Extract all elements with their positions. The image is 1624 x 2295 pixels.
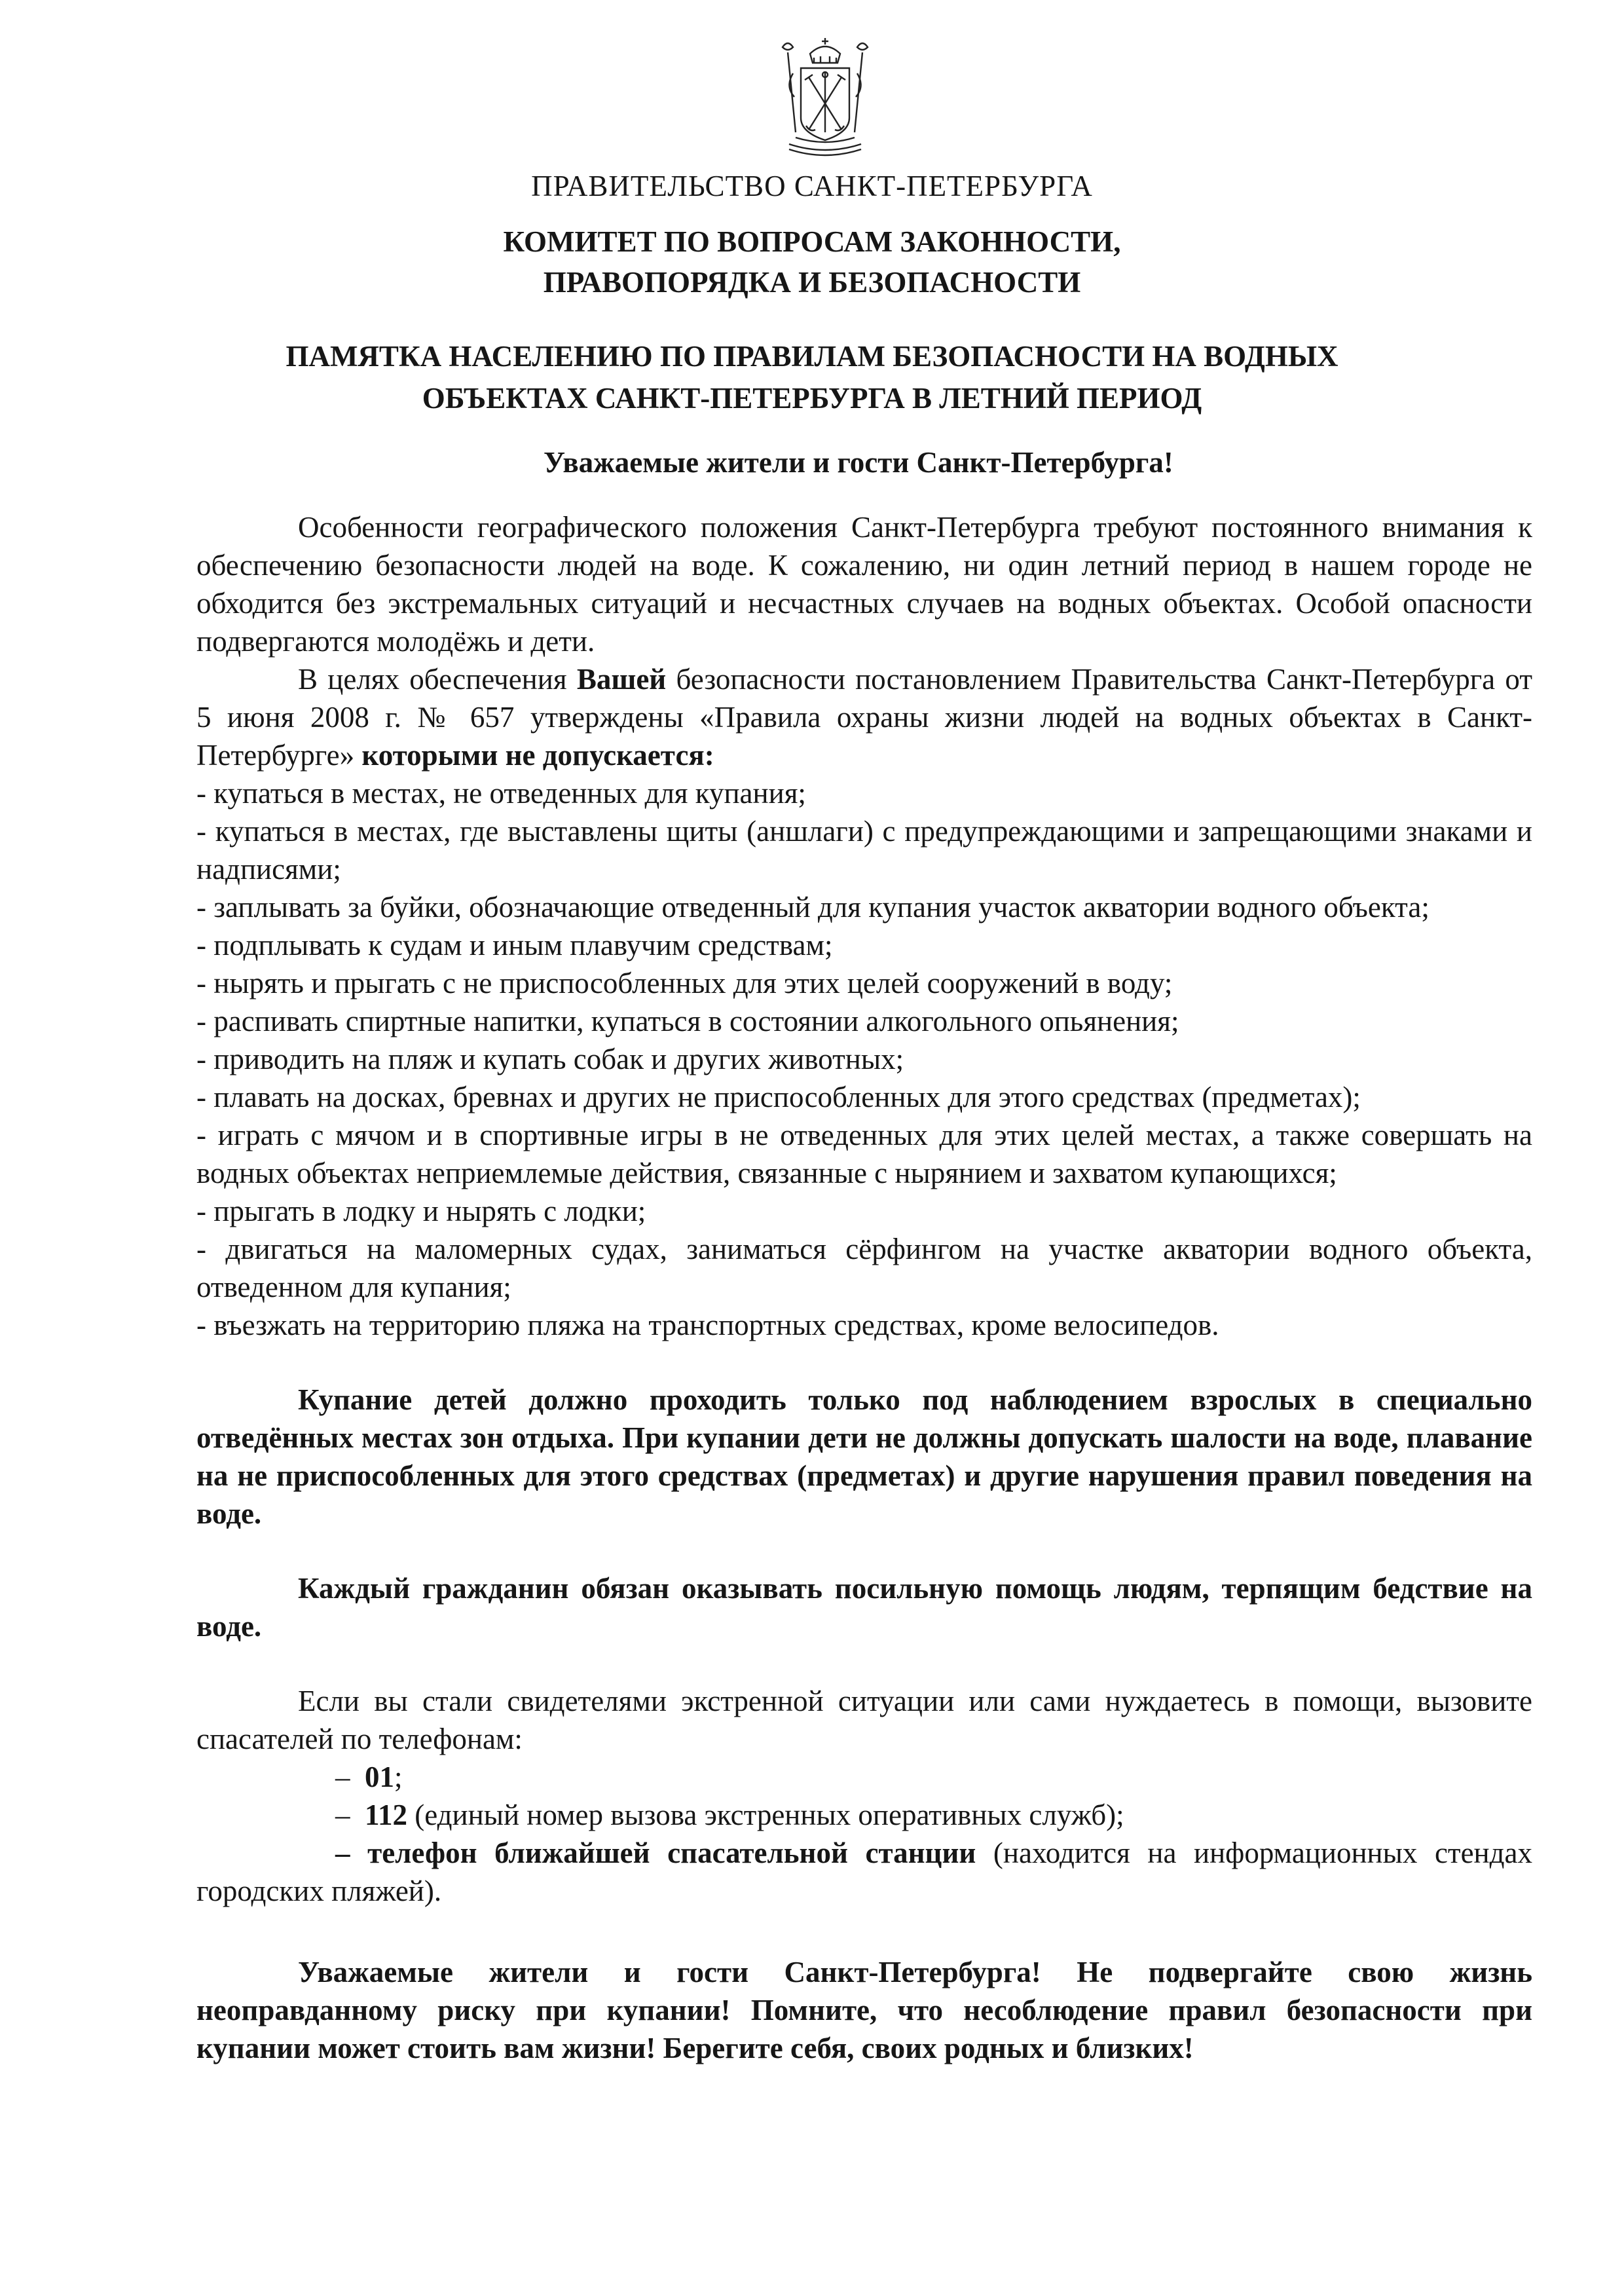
st-petersburg-coat-of-arms-icon	[769, 34, 881, 162]
phone-number-112: 112	[365, 1799, 408, 1831]
rule-item: - играть с мячом и в спортивные игры в не отведенных для этих целей местах, а также совершать на водных объектах неприемлемые действия, связанные с нырянием и захватом купающихся;	[196, 1119, 1532, 1189]
phone-tail: ;	[394, 1761, 403, 1793]
phone-item-01	[196, 1758, 1532, 1796]
rule-item: - нырять и прыгать с не приспособленных для этих целей сооружений в воду;	[196, 967, 1173, 999]
phone-dash: –	[335, 1837, 350, 1869]
committee-line-2: ПРАВОПОРЯДКА И БЕЗОПАСНОСТИ	[543, 266, 1081, 299]
phone-dash: –	[335, 1799, 350, 1831]
rule-item: - распивать спиртные напитки, купаться в состоянии алкогольного опьянения;	[196, 1005, 1179, 1037]
decree-text-1: В целях обеспечения	[298, 663, 577, 696]
rule-item: - двигаться на маломерных судах, заниматься сёрфингом на участке акватории водного объекта, отведенном для купания;	[196, 1233, 1532, 1303]
decree-paragraph	[196, 660, 1532, 774]
duty-notice: Каждый гражданин обязан оказывать посильную помощь людям, терпящим бедствие на воде.	[196, 1572, 1532, 1643]
decree-prohibited-lead: которыми не допускается:	[361, 739, 714, 772]
phone-dash: –	[335, 1761, 350, 1793]
rule-item: - подплывать к судам и иным плавучим средствам;	[196, 929, 833, 961]
rule-item: - плавать на досках, бревнах и других не приспособленных для этого средствах (предметах);	[196, 1081, 1361, 1113]
phone-number-01: 01	[365, 1761, 394, 1793]
rule-item: - заплывать за буйки, обозначающие отведенный для купания участок акватории водного объекта;	[196, 891, 1430, 924]
rule-item: - прыгать в лодку и нырять с лодки;	[196, 1195, 646, 1227]
rescue-station-description: (находится на информационных стендах городских пляжей).	[196, 1837, 1533, 1907]
rescue-station-phone-label: телефон ближайшей спасательной станции	[367, 1837, 976, 1869]
decree-text-2: безопасности постановлением Правительства Санкт-Петербурга от 5 июня 2008 г. № 657 утверждены «Правила охраны жизни людей на водных объектах в Санкт-Петербурге»	[196, 663, 1533, 772]
rule-item: - купаться в местах, не отведенных для купания;	[196, 777, 806, 810]
greeting: Уважаемые жители и гости Санкт-Петербурга!	[544, 446, 1173, 479]
rule-item: - приводить на пляж и купать собак и других животных;	[196, 1043, 904, 1075]
children-notice: Купание детей должно проходить только под наблюдением взрослых в специально отведённых местах зон отдыха. При купании дети не должны допускать шалости на воде, плавание на не приспособленных для этого средствах (предметах) и другие нарушения правил поведения на воде.	[196, 1383, 1532, 1530]
phone-item-112	[196, 1796, 1532, 1834]
memo-title	[196, 335, 1428, 419]
committee-line-1: КОМИТЕТ ПО ВОПРОСАМ ЗАКОННОСТИ,	[503, 225, 1121, 258]
memo-title-line-2: ОБЪЕКТАХ САНКТ-ПЕТЕРБУРГА В ЛЕТНИЙ ПЕРИОД	[422, 382, 1202, 415]
phone-item-rescue-station	[196, 1834, 1532, 1910]
closing-appeal: Уважаемые жители и гости Санкт-Петербурга! Не подвергайте свою жизнь неоправданному риску при купании! Помните, что несоблюдение правил безопасности при купании может стоить вам жизни! Берегите себя, своих родных и близких!	[196, 1956, 1532, 2064]
intro-paragraph: Особенности географического положения Санкт-Петербурга требуют постоянного внимания к обеспечению безопасности людей на воде. К сожалению, ни один летний период в нашем городе не обходится без экстремальных ситуаций и несчастных случаев на водных объектах. Особой опасности подвергаются молодёжь и дети.	[196, 511, 1532, 658]
document-body	[196, 508, 1532, 2067]
rule-item: - купаться в местах, где выставлены щиты (аншлаги) с предупреждающими и запрещающими знаками и надписями;	[196, 815, 1532, 886]
phone-description: (единый номер вызова экстренных оперативных служб);	[407, 1799, 1124, 1831]
memo-title-line-1: ПАМЯТКА НАСЕЛЕНИЮ ПО ПРАВИЛАМ БЕЗОПАСНОСТИ НА ВОДНЫХ	[286, 340, 1338, 373]
rule-item: - въезжать на территорию пляжа на транспортных средствах, кроме велосипедов.	[196, 1309, 1219, 1341]
committee-name	[196, 221, 1428, 303]
emergency-intro: Если вы стали свидетелями экстренной ситуации или сами нуждаетесь в помощи, вызовите спасателей по телефонам:	[196, 1685, 1532, 1755]
decree-emphasis: Вашей	[576, 663, 667, 696]
rules-list	[196, 774, 1532, 1344]
government-name: ПРАВИТЕЛЬСТВО САНКТ-ПЕТЕРБУРГА	[531, 170, 1093, 202]
